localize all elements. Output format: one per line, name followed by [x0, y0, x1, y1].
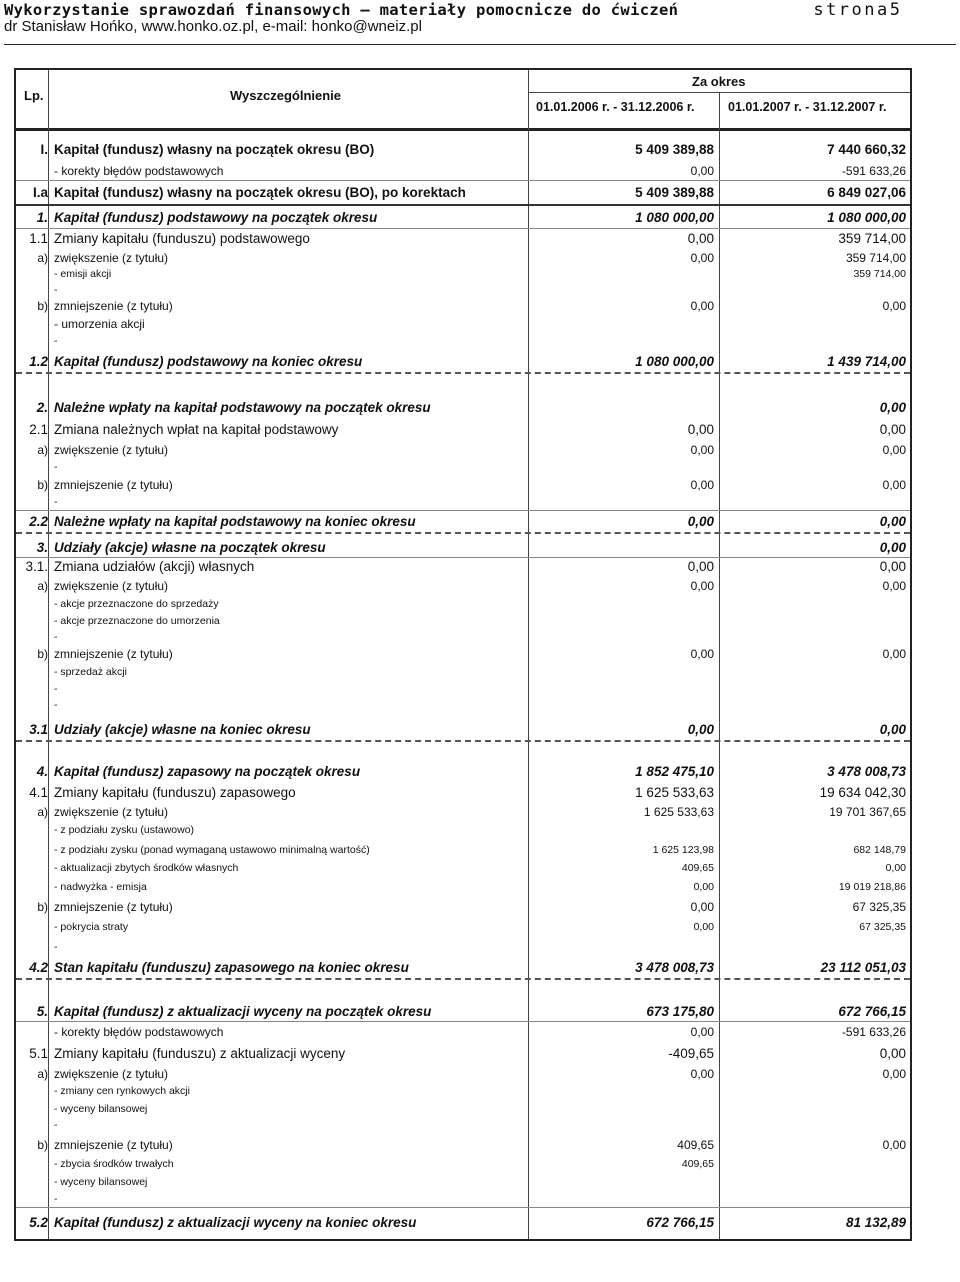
row-lp: 2.2: [29, 514, 48, 529]
row-description: zwiększenie (z tytułu): [54, 443, 169, 457]
table-row: [16, 1044, 910, 1064]
row-description: Należne wpłaty na kapitał podstawowy na koniec okresu: [54, 514, 416, 529]
row-value-2006: 0,00: [690, 478, 714, 492]
table-row: [16, 878, 910, 896]
table-row: [16, 822, 910, 839]
row-value-2007: 0,00: [882, 299, 906, 313]
row-value-2007: 359 714,00: [845, 251, 906, 265]
table-row: [16, 477, 910, 493]
row-lp: 4.2: [29, 960, 48, 975]
row-description: -: [54, 1193, 58, 1205]
row-description: Kapitał (fundusz) podstawowy na początek okresu: [54, 210, 378, 225]
page-num: 5: [889, 0, 900, 20]
row-value-2006: 1 080 000,00: [635, 210, 714, 225]
table-row: [16, 630, 910, 645]
row-value-2007: 0,00: [879, 514, 906, 529]
table-row: [16, 898, 910, 917]
table-row: [16, 682, 910, 696]
row-description: -: [54, 683, 58, 695]
row-lp: 3.: [36, 540, 48, 555]
row-value-2007: 81 132,89: [845, 1215, 906, 1230]
table-row: [16, 298, 910, 314]
row-value-2006: 409,65: [677, 1138, 714, 1152]
row-lp: a): [37, 579, 48, 593]
row-lp: b): [37, 299, 48, 313]
row-description: Zmiany kapitału (funduszu) z aktualizacji wyceny: [54, 1046, 346, 1061]
row-lp: 5.2: [29, 1215, 48, 1230]
row-description: zmniejszenie (z tytułu): [54, 299, 173, 313]
row-description: - emisji akcji: [54, 268, 112, 280]
row-value-2006: 0,00: [687, 514, 714, 529]
row-lp: a): [37, 443, 48, 457]
row-description: zmniejszenie (z tytułu): [54, 647, 173, 661]
table-row: [16, 267, 910, 282]
table-row: [16, 596, 910, 612]
row-description: zwiększenie (z tytułu): [54, 805, 169, 819]
row-value-2007: 0,00: [879, 559, 906, 574]
row-description: - umorzenia akcji: [54, 317, 145, 331]
table-row: [16, 614, 910, 628]
row-value-2007: 23 112 051,03: [820, 960, 906, 975]
page-number: [813, 0, 900, 20]
table-row: [16, 578, 910, 594]
table-row: [16, 1118, 910, 1132]
table-row: [16, 860, 910, 876]
row-value-2006: 5 409 389,88: [635, 185, 714, 200]
row-value-2006: 0,00: [690, 579, 714, 593]
table-row: [16, 140, 910, 160]
row-value-2006: 673 175,80: [646, 1004, 714, 1019]
table-row: [16, 804, 910, 820]
row-description: - z podziału zysku (ponad wymaganą ustawowo minimalną wartość): [54, 844, 370, 856]
document-title: Wykorzystanie sprawozdań finansowych – materiały pomocnicze do ćwiczeń: [4, 1, 679, 19]
page-header: [4, 0, 956, 45]
row-lp: I.a: [32, 185, 48, 200]
row-value-2006: 5 409 389,88: [635, 142, 714, 157]
row-value-2007: 0,00: [879, 422, 906, 437]
row-value-2007: 67 325,35: [859, 921, 906, 933]
table-row: [16, 784, 910, 802]
row-value-2007: 7 440 660,32: [827, 142, 906, 157]
row-value-2006: 409,65: [681, 862, 714, 874]
row-value-2007: 6 849 027,06: [827, 185, 906, 200]
row-value-2007: 19 019 218,86: [838, 881, 906, 893]
table-row: [16, 207, 910, 229]
table-row: [16, 918, 910, 936]
row-value-2006: 1 625 533,63: [635, 785, 714, 800]
row-value-2006: 0,00: [690, 1067, 714, 1081]
row-description: Kapitał (fundusz) podstawowy na koniec okresu: [54, 354, 363, 369]
row-description: - aktualizacji zbytych środków własnych: [54, 862, 239, 874]
row-lp: 3.1.: [25, 559, 48, 574]
row-lp: a): [37, 251, 48, 265]
row-value-2006: 0,00: [690, 251, 714, 265]
row-lp: I.: [40, 142, 48, 157]
row-lp: 2.: [36, 400, 48, 415]
table-row: [16, 538, 910, 558]
row-value-2006: 0,00: [687, 559, 714, 574]
header-period-group: Za okres: [692, 74, 746, 89]
row-description: - pokrycia straty: [54, 921, 129, 933]
row-description: zwiększenie (z tytułu): [54, 1067, 169, 1081]
table-row: [16, 284, 910, 297]
row-description: zwiększenie (z tytułu): [54, 579, 169, 593]
table-row: [16, 842, 910, 859]
table-row: [16, 316, 910, 332]
table-row: [16, 460, 910, 475]
row-value-2007: 67 325,35: [852, 900, 906, 914]
row-description: zwiększenie (z tytułu): [54, 251, 169, 265]
table-row: [16, 762, 910, 782]
author-line: dr Stanisław Hońko, www.honko.oz.pl, e-mail: honko@wneiz.pl: [4, 18, 422, 35]
row-value-2006: 1 852 475,10: [635, 764, 714, 779]
row-description: Kapitał (fundusz) własny na początek okresu (BO), po korektach: [54, 185, 466, 200]
row-description: Zmiany kapitału (funduszu) podstawowego: [54, 231, 310, 246]
table-row: [16, 352, 910, 374]
table-row: [16, 182, 910, 206]
row-description: Zmiana udziałów (akcji) własnych: [54, 559, 255, 574]
row-lp: a): [37, 1067, 48, 1081]
table-row: [16, 646, 910, 662]
table-row: [16, 1174, 910, 1190]
equity-changes-table: [14, 68, 912, 1241]
row-lp: 1.: [36, 210, 48, 225]
row-description: - wyceny bilansowej: [54, 1176, 148, 1188]
row-description: - z podziału zysku (ustawowo): [54, 824, 195, 836]
table-row: [16, 250, 910, 266]
row-value-2006: 409,65: [681, 1158, 714, 1170]
row-value-2007: 0,00: [882, 443, 906, 457]
row-value-2007: 672 766,15: [838, 1004, 906, 1019]
row-description: - wyceny bilansowej: [54, 1103, 148, 1115]
row-description: -: [54, 631, 58, 643]
table-row: [16, 1084, 910, 1099]
row-lp: 5.: [36, 1004, 48, 1019]
row-value-2007: 0,00: [879, 722, 906, 737]
row-description: -: [54, 699, 58, 711]
row-value-2007: 0,00: [885, 862, 906, 874]
row-value-2006: 0,00: [690, 900, 714, 914]
row-lp: a): [37, 805, 48, 819]
header-period-2007: 01.01.2007 r. - 31.12.2007 r.: [728, 100, 887, 114]
table-row: [16, 397, 910, 418]
row-description: -: [54, 284, 58, 296]
header-description: Wyszczególnienie: [230, 88, 342, 103]
row-description: -: [54, 1119, 58, 1131]
row-description: Zmiana należnych wpłat na kapitał podstawowy: [54, 422, 339, 437]
row-description: Zmiany kapitału (funduszu) zapasowego: [54, 785, 296, 800]
row-value-2007: 19 701 367,65: [829, 805, 906, 819]
row-value-2006: 672 766,15: [646, 1215, 714, 1230]
row-description: zmniejszenie (z tytułu): [54, 900, 173, 914]
row-value-2006: 1 080 000,00: [635, 354, 714, 369]
row-lp: 5.1: [29, 1046, 48, 1061]
row-value-2006: 0,00: [690, 164, 714, 178]
table-row: [16, 1156, 910, 1173]
row-value-2007: 0,00: [879, 1046, 906, 1061]
table-row: [16, 1192, 910, 1208]
table-row: [16, 1023, 910, 1042]
row-value-2007: 0,00: [882, 478, 906, 492]
table-row: [16, 229, 910, 248]
row-value-2006: -409,65: [668, 1046, 714, 1061]
row-lp: 4.: [36, 764, 48, 779]
table-row: [16, 698, 910, 713]
row-value-2007: 0,00: [882, 1067, 906, 1081]
row-description: -: [54, 461, 58, 473]
table-row: [16, 958, 910, 980]
row-value-2006: 1 625 123,98: [652, 844, 714, 856]
row-value-2006: 0,00: [693, 881, 714, 893]
row-description: Kapitał (fundusz) własny na początek okresu (BO): [54, 142, 375, 157]
row-lp: 2.1: [29, 422, 48, 437]
row-description: Kapitał (fundusz) zapasowy na początek okresu: [54, 764, 361, 779]
row-value-2007: 0,00: [882, 579, 906, 593]
table-row: [16, 1212, 910, 1233]
row-value-2007: 682 148,79: [853, 844, 906, 856]
row-description: Kapitał (fundusz) z aktualizacji wyceny na koniec okresu: [54, 1215, 417, 1230]
table-row: [16, 1136, 910, 1155]
row-value-2006: 1 625 533,63: [643, 805, 714, 819]
row-description: -: [54, 335, 58, 347]
table-row: [16, 442, 910, 458]
row-description: -: [54, 496, 58, 508]
row-lp: 4.1: [29, 785, 48, 800]
row-description: - sprzedaż akcji: [54, 666, 127, 678]
row-value-2007: 359 714,00: [853, 268, 906, 280]
row-value-2007: 1 439 714,00: [827, 354, 906, 369]
row-value-2007: -591 633,26: [841, 1025, 906, 1039]
row-description: Udziały (akcje) własne na koniec okresu: [54, 722, 311, 737]
row-value-2006: 3 478 008,73: [635, 960, 714, 975]
row-value-2007: 0,00: [882, 647, 906, 661]
header-period-2006: 01.01.2006 r. - 31.12.2006 r.: [536, 100, 695, 114]
row-value-2007: 0,00: [879, 400, 906, 415]
row-value-2006: 0,00: [690, 1025, 714, 1039]
row-value-2006: 0,00: [690, 647, 714, 661]
row-value-2007: 0,00: [882, 1138, 906, 1152]
row-value-2007: 1 080 000,00: [827, 210, 906, 225]
row-value-2007: 3 478 008,73: [827, 764, 906, 779]
row-description: - korekty błędów podstawowych: [54, 164, 224, 178]
row-lp: b): [37, 1138, 48, 1152]
row-description: Należne wpłaty na kapitał podstawowy na początek okresu: [54, 400, 431, 415]
table-row: [16, 1002, 910, 1022]
table-row: [16, 163, 910, 181]
row-description: - akcje przeznaczone do sprzedaży: [54, 598, 219, 610]
table-row: [16, 512, 910, 534]
row-lp: b): [37, 647, 48, 661]
row-value-2007: 19 634 042,30: [819, 785, 906, 800]
table-row: [16, 334, 910, 349]
row-description: - zmiany cen rynkowych akcji: [54, 1085, 190, 1097]
row-description: - nadwyżka - emisja: [54, 881, 147, 893]
row-description: - akcje przeznaczone do umorzenia: [54, 615, 220, 627]
table-row: [16, 1066, 910, 1083]
row-description: Stan kapitału (funduszu) zapasowego na koniec okresu: [54, 960, 409, 975]
row-description: zmniejszenie (z tytułu): [54, 478, 173, 492]
table-row: [16, 558, 910, 576]
row-value-2006: 0,00: [690, 299, 714, 313]
row-value-2006: 0,00: [687, 422, 714, 437]
row-description: -: [54, 941, 58, 953]
row-description: Udziały (akcje) własne na początek okresu: [54, 540, 326, 555]
row-lp: 1.2: [29, 354, 48, 369]
row-description: - korekty błędów podstawowych: [54, 1025, 224, 1039]
row-lp: b): [37, 478, 48, 492]
row-value-2006: 0,00: [690, 443, 714, 457]
table-row: [16, 420, 910, 440]
row-value-2006: 0,00: [687, 722, 714, 737]
row-lp: b): [37, 900, 48, 914]
row-description: zmniejszenie (z tytułu): [54, 1138, 173, 1152]
row-lp: 3.1: [29, 722, 48, 737]
row-value-2006: 0,00: [687, 231, 714, 246]
table-row: [16, 1102, 910, 1117]
row-description: - zbycia środków trwałych: [54, 1158, 174, 1170]
header-lp: Lp.: [24, 88, 44, 103]
row-lp: 1.1: [29, 231, 48, 246]
table-row: [16, 720, 910, 742]
page-label: strona: [813, 0, 890, 20]
table-header: [16, 70, 910, 131]
row-description: Kapitał (fundusz) z aktualizacji wyceny na początek okresu: [54, 1004, 432, 1019]
table-row: [16, 664, 910, 680]
row-value-2007: -591 633,26: [841, 164, 906, 178]
row-value-2007: 0,00: [879, 540, 906, 555]
table-row: [16, 938, 910, 956]
table-row: [16, 495, 910, 511]
row-value-2007: 359 714,00: [838, 231, 906, 246]
row-value-2006: 0,00: [693, 921, 714, 933]
